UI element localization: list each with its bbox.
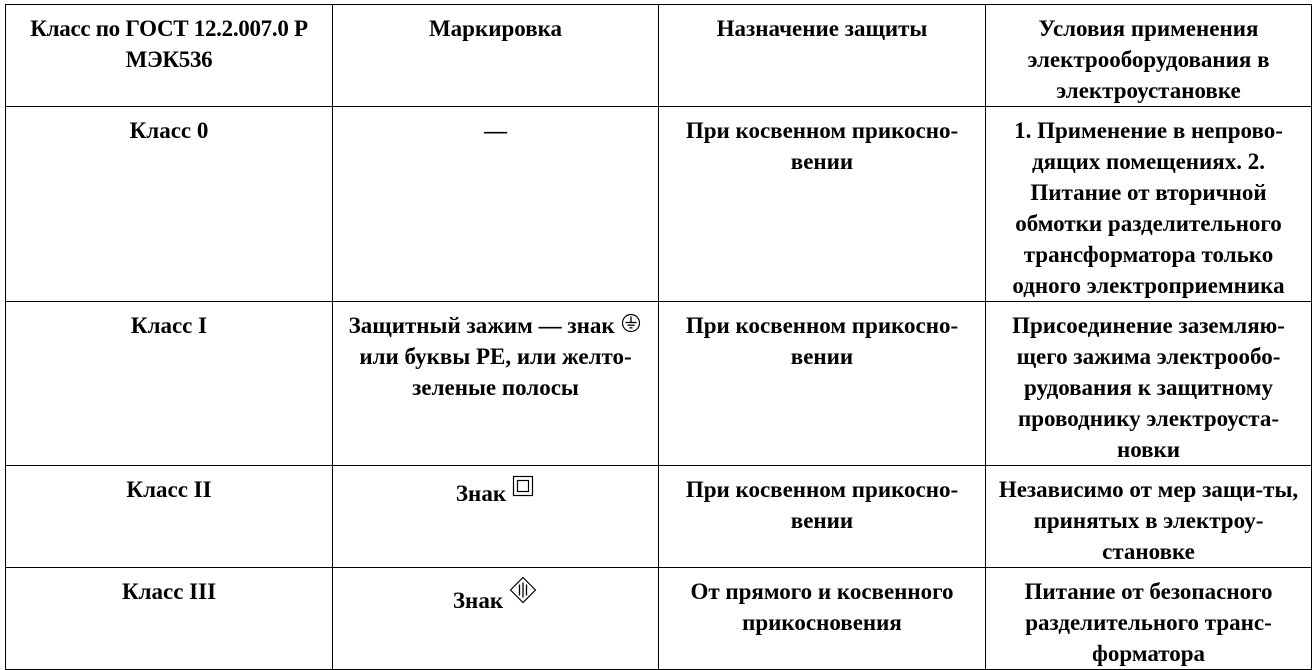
- cell-conditions: Питание от безопасного разделительного транс-форматора: [986, 568, 1312, 670]
- marking-text: или буквы PE, или желто-зеленые полосы: [359, 344, 632, 400]
- table-row: [6, 107, 1312, 302]
- cell-class: Класс III: [6, 568, 333, 670]
- cell-conditions: Независимо от мер защи-ты, принятых в электроу-становке: [986, 466, 1312, 568]
- cell-purpose: При косвенном прикосно-вении: [659, 466, 986, 568]
- marking-text: Знак: [455, 481, 507, 506]
- diamond-class3-icon: [509, 576, 537, 612]
- header-conditions: Условия применения электрооборудования в электроустановке: [986, 5, 1312, 107]
- header-class: Класс по ГОСТ 12.2.007.0 Р МЭК536: [6, 5, 333, 107]
- cell-purpose: При косвенном прикосно-вении: [659, 302, 986, 466]
- table-row: [6, 302, 1312, 466]
- table-row: [6, 568, 1312, 670]
- cell-conditions: 1. Применение в непрово-дящих помещениях. 2. Питание от вторичной обмотки разделительного трансформатора только одного электроприемника: [986, 107, 1312, 302]
- cell-class: Класс II: [6, 466, 333, 568]
- earth-ground-icon: [621, 310, 641, 341]
- marking-text: Защитный зажим — знак: [348, 313, 615, 338]
- table-row: [6, 466, 1312, 568]
- cell-class: Класс I: [6, 302, 333, 466]
- cell-purpose: При косвенном прикосно-вении: [659, 107, 986, 302]
- marking-text: Знак: [452, 588, 504, 613]
- cell-marking: [333, 466, 659, 568]
- cell-class: Класс 0: [6, 107, 333, 302]
- cell-conditions: Присоединение заземляю-щего зажима электрообо-рудования к защитному проводнику электроуста-новки: [986, 302, 1312, 466]
- protection-class-table: [5, 4, 1312, 670]
- double-square-icon: [512, 474, 534, 505]
- header-row: [6, 5, 1312, 107]
- header-marking: Маркировка: [333, 5, 659, 107]
- cell-purpose: От прямого и косвенного прикосновения: [659, 568, 986, 670]
- cell-marking: [333, 302, 659, 466]
- cell-marking: —: [333, 107, 659, 302]
- cell-marking: [333, 568, 659, 670]
- header-purpose: Назначение защиты: [659, 5, 986, 107]
